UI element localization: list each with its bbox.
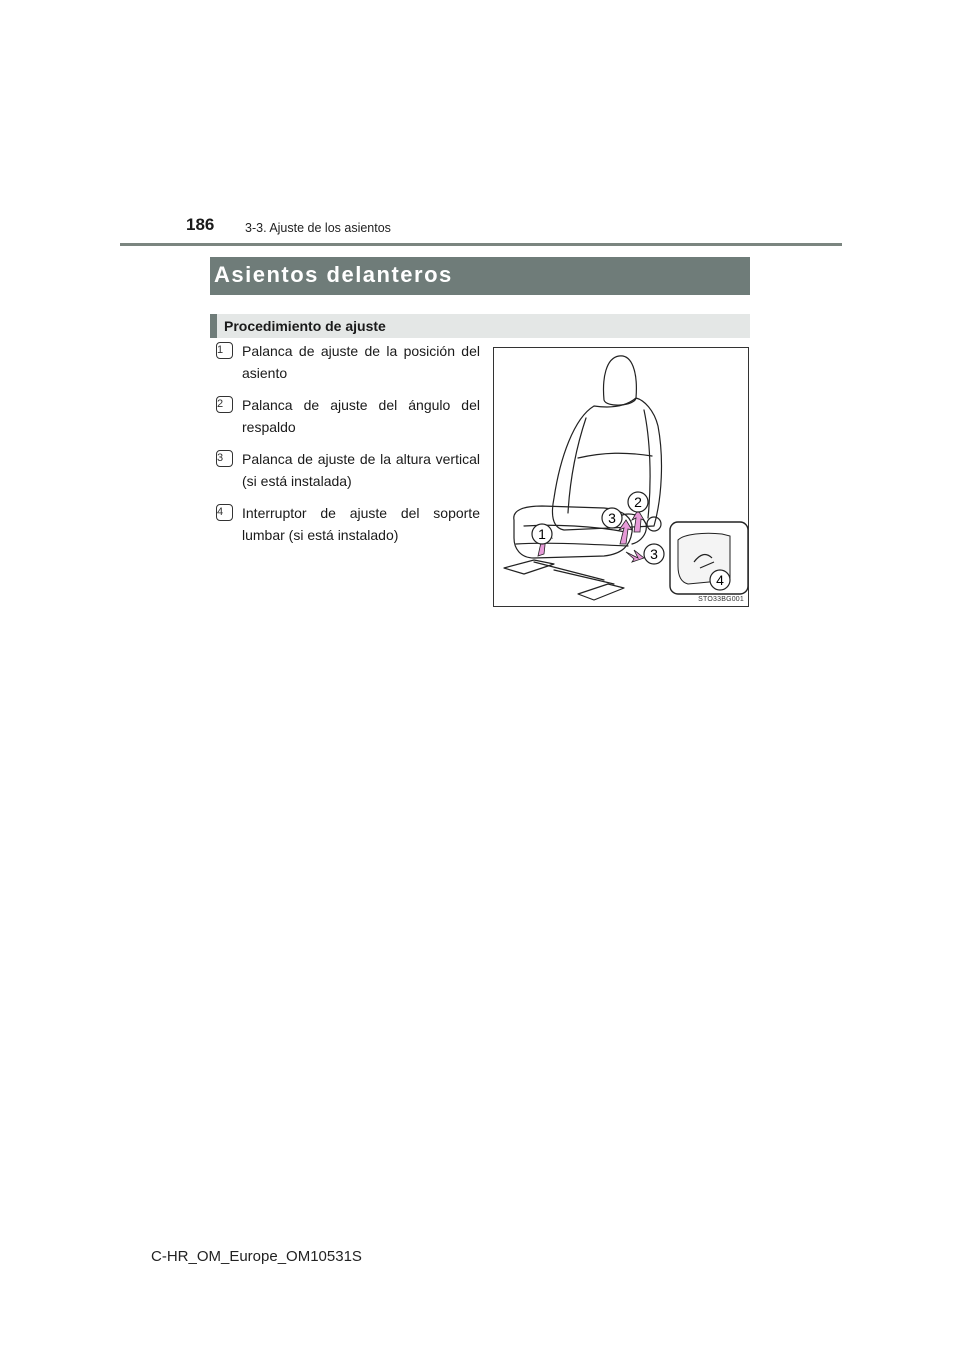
arrow-icon <box>626 550 644 562</box>
svg-text:2: 2 <box>634 494 642 510</box>
list-item <box>216 448 480 492</box>
svg-text:3: 3 <box>608 510 616 526</box>
item-text: Interruptor de ajuste del soporte lumbar (si está instalado) <box>242 505 480 543</box>
callout-3-lower <box>644 544 664 564</box>
section-title: Asientos delanteros <box>214 262 453 287</box>
item-number-badge: 1 <box>216 342 233 359</box>
item-number-badge: 3 <box>216 450 233 467</box>
seat-rail <box>504 560 554 574</box>
list-item <box>216 340 480 384</box>
item-text: Palanca de ajuste de la posición del asiento <box>242 343 480 381</box>
footer-doc-id: C-HR_OM_Europe_OM10531S <box>151 1248 362 1265</box>
svg-text:3: 3 <box>650 546 658 562</box>
callout-3 <box>602 508 622 528</box>
header-rule <box>120 243 842 246</box>
chapter-title: 3-3. Ajuste de los asientos <box>245 221 391 235</box>
subsection-title: Procedimiento de ajuste <box>224 318 386 334</box>
item-number-badge: 2 <box>216 396 233 413</box>
figure-code: STO33BG001 <box>698 596 744 603</box>
list-item <box>216 394 480 438</box>
headrest-shape <box>604 356 637 405</box>
seat-drawing <box>494 348 748 606</box>
seat-illustration <box>493 347 749 607</box>
callout-4 <box>710 570 730 590</box>
item-list <box>216 340 480 556</box>
page-number: 186 <box>186 215 215 234</box>
item-text: Palanca de ajuste del ángulo del respaldo <box>242 397 480 435</box>
item-number-badge: 4 <box>216 504 233 521</box>
callout-1 <box>532 524 552 544</box>
svg-text:4: 4 <box>716 572 724 588</box>
svg-text:1: 1 <box>538 526 546 542</box>
callout-2 <box>628 492 648 512</box>
list-item <box>216 502 480 546</box>
arrow-icon <box>632 510 644 532</box>
item-text: Palanca de ajuste de la altura vertical (si está instalada) <box>242 451 480 489</box>
